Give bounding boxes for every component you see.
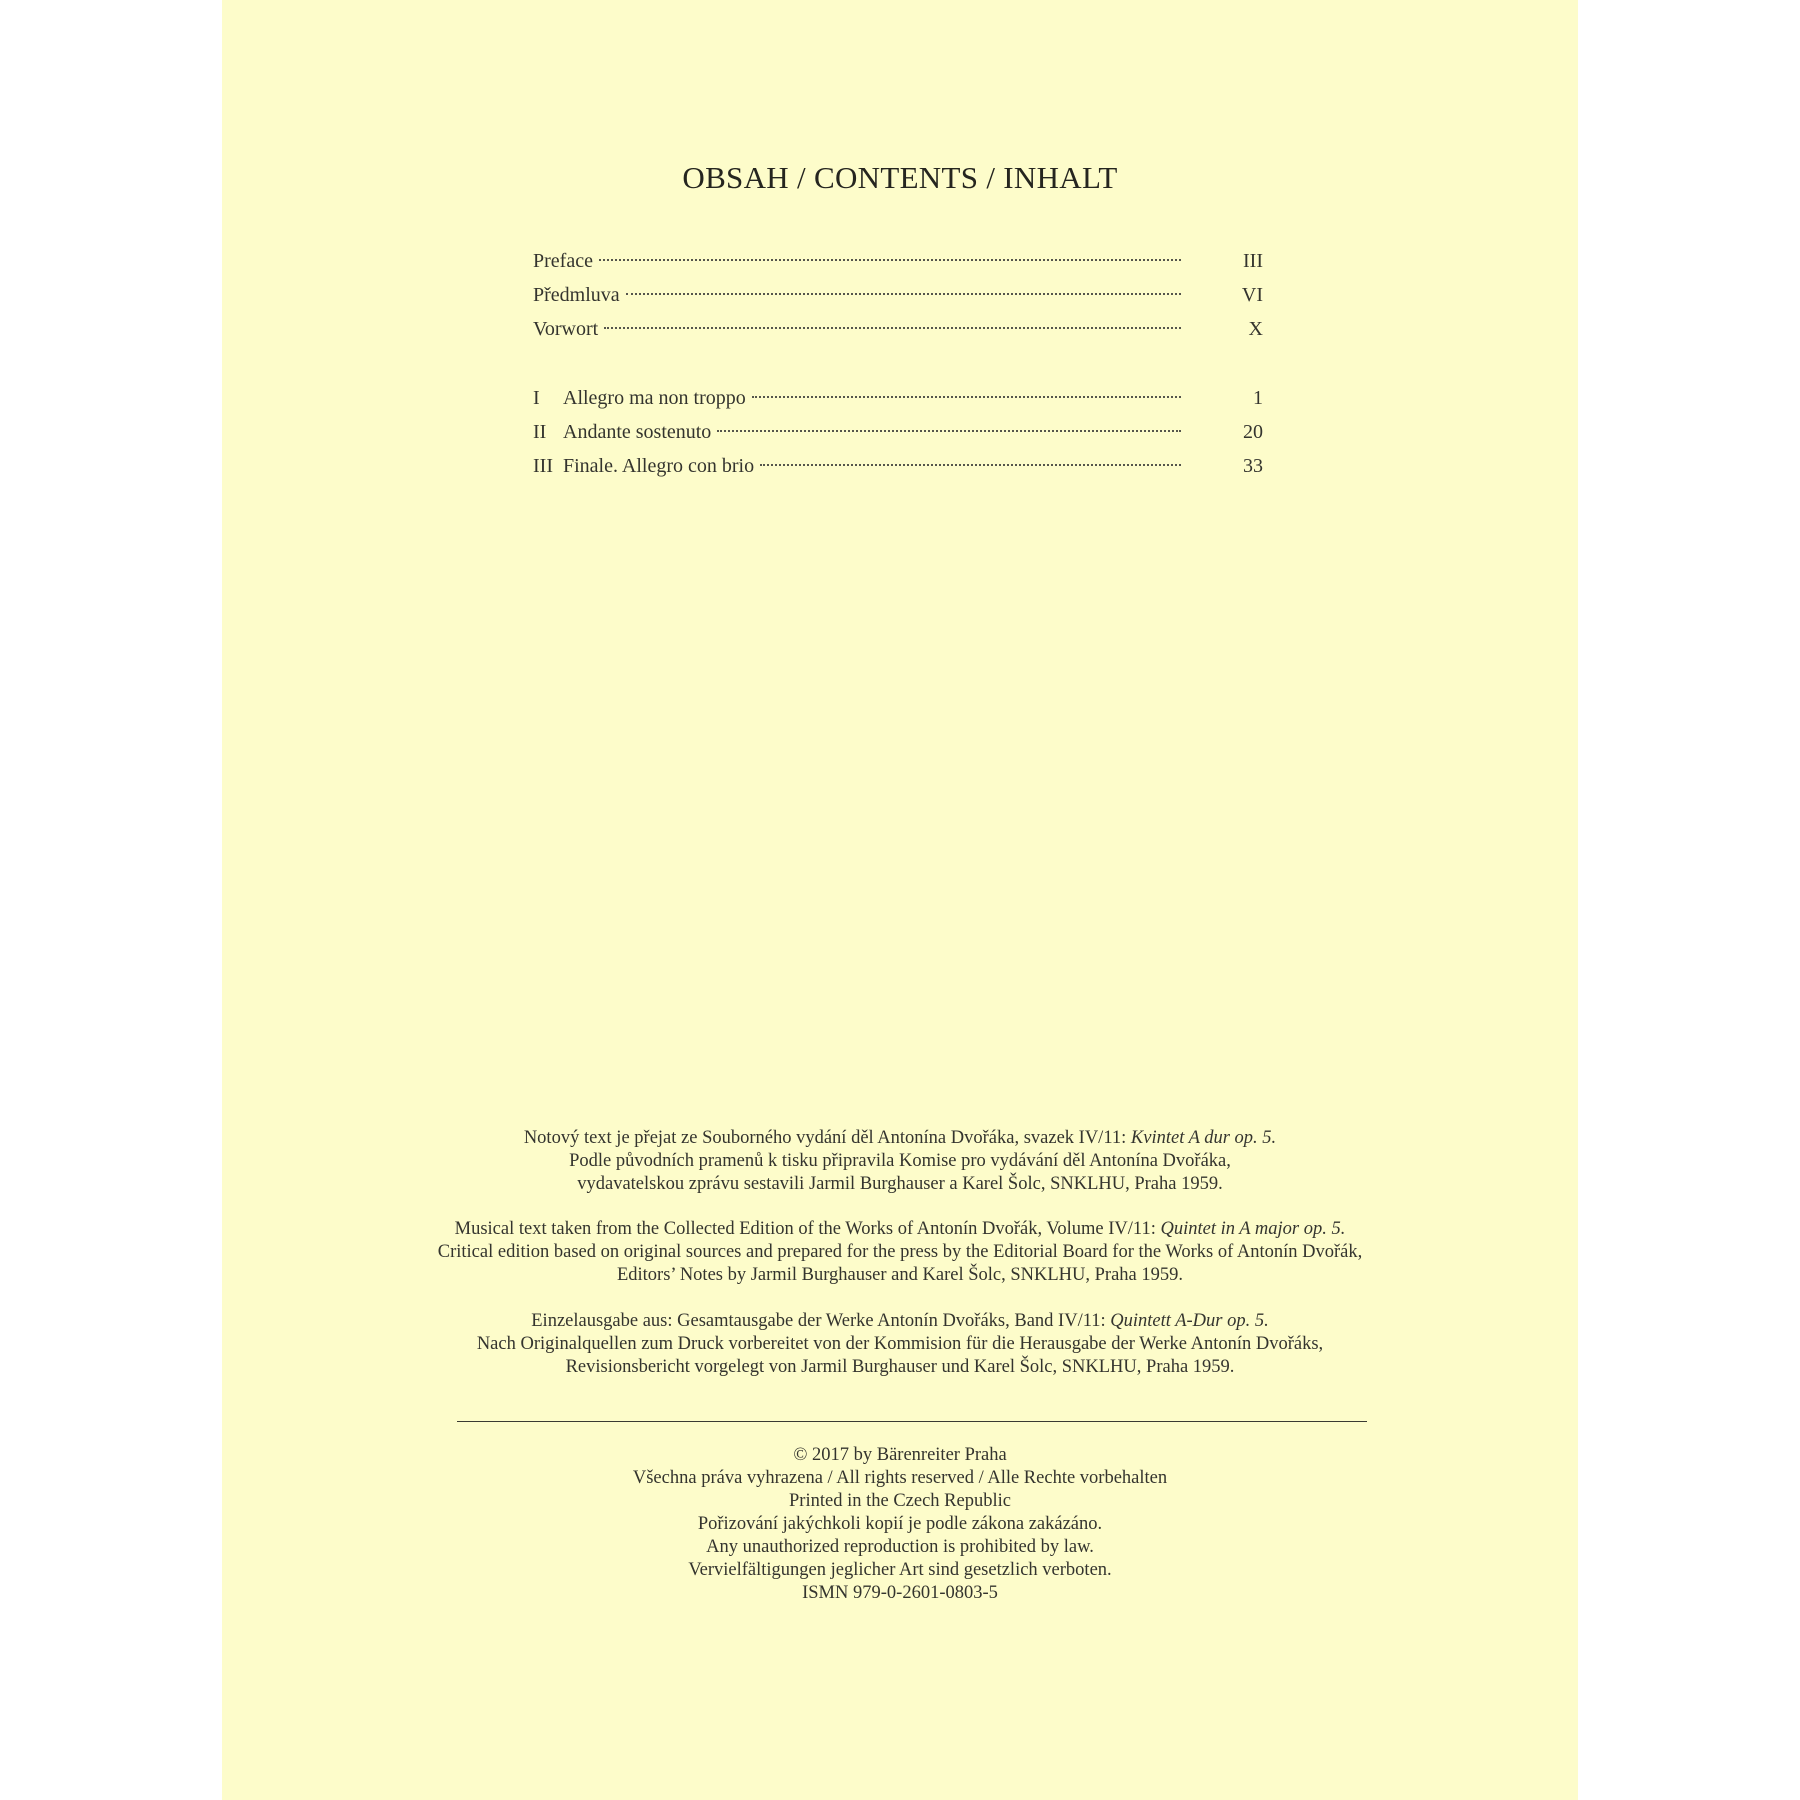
note-text: Einzelausgabe aus: Gesamtausgabe der Werke Antonín Dvořáks, Band IV/11: <box>531 1311 1111 1331</box>
toc-entry-label: Předmluva <box>533 284 620 306</box>
note-line: Revisionsbericht vorgelegt von Jarmil Burghauser und Karel Šolc, SNKLHU, Praha 1959. <box>565 1357 1235 1377</box>
work-title: Quintet in A major op. 5. <box>1160 1219 1346 1239</box>
note-text: Notový text je přejat ze Souborného vydání děl Antonína Dvořáka, svazek IV/11: <box>523 1128 1131 1148</box>
toc-leader-dots <box>752 396 1181 398</box>
toc-entry-label: Preface <box>533 250 593 272</box>
toc-entry-page: III <box>1243 250 1263 272</box>
copyright-block <box>222 1444 1578 1605</box>
note-line <box>222 1310 1578 1333</box>
toc-entry[interactable] <box>533 381 1266 415</box>
toc-entry[interactable] <box>533 244 1266 278</box>
toc-entry[interactable] <box>533 278 1266 312</box>
work-title: Quintett A-Dur op. 5. <box>1110 1311 1269 1331</box>
copyright-line: © 2017 by Bärenreiter Praha <box>793 1445 1007 1465</box>
prohibition-line-english: Any unauthorized reproduction is prohibited by law. <box>706 1537 1094 1557</box>
toc-entry-page: VI <box>1241 284 1263 306</box>
movement-number: I <box>533 387 540 409</box>
movement-number: III <box>533 455 553 477</box>
work-title: Kvintet A dur op. 5. <box>1130 1128 1277 1148</box>
note-line: Podle původních pramenů k tisku připravila Komise pro vydávání děl Antonína Dvořáka, <box>569 1151 1231 1171</box>
toc-entry-page: 20 <box>1243 421 1263 443</box>
toc-entry-label: Andante sostenuto <box>563 421 712 443</box>
toc-entry-page: 1 <box>1253 387 1263 409</box>
edition-note-german <box>222 1310 1578 1379</box>
note-line: Editors’ Notes by Jarmil Burghauser and Karel Šolc, SNKLHU, Praha 1959. <box>616 1265 1184 1285</box>
note-line: Critical edition based on original sources and prepared for the press by the Editorial Board for the Works of Antonín Dvořák, <box>437 1242 1363 1262</box>
toc-front-matter <box>533 244 1266 346</box>
toc-entry[interactable] <box>533 415 1266 449</box>
toc-entry-label: Finale. Allegro con brio <box>563 455 755 477</box>
toc-entry[interactable] <box>533 449 1266 483</box>
divider <box>457 1421 1367 1422</box>
note-line <box>222 1127 1578 1150</box>
rights-line: Všechna práva vyhrazena / All rights reserved / Alle Rechte vorbehalten <box>632 1468 1168 1488</box>
toc-leader-dots <box>599 259 1181 261</box>
movement-number: II <box>533 421 547 443</box>
toc-leader-dots <box>760 464 1181 466</box>
note-line: Nach Originalquellen zum Druck vorbereitet von der Kommision für die Herausgabe der Werke Antonín Dvořáks, <box>476 1334 1324 1354</box>
toc-leader-dots <box>717 430 1181 432</box>
note-line <box>222 1218 1578 1241</box>
toc-leader-dots <box>626 293 1181 295</box>
ismn-line: ISMN 979-0-2601-0803-5 <box>802 1583 998 1603</box>
toc-leader-dots <box>604 327 1181 329</box>
toc-movements <box>533 381 1266 483</box>
edition-note-czech <box>222 1127 1578 1196</box>
printed-line: Printed in the Czech Republic <box>789 1491 1011 1511</box>
document-page <box>222 0 1578 1800</box>
edition-note-english <box>222 1218 1578 1287</box>
toc-entry-label: Allegro ma non troppo <box>563 387 746 409</box>
toc-entry-label: Vorwort <box>533 318 599 340</box>
prohibition-line-german: Vervielfältigungen jeglicher Art sind gesetzlich verboten. <box>688 1560 1112 1580</box>
note-line: vydavatelskou zprávu sestavili Jarmil Burghauser a Karel Šolc, SNKLHU, Praha 1959. <box>577 1174 1223 1194</box>
prohibition-line-czech: Pořizování jakýchkoli kopií je podle zákona zakázáno. <box>697 1514 1103 1534</box>
toc-entry-page: X <box>1248 318 1263 340</box>
toc-entry[interactable] <box>533 312 1266 346</box>
note-text: Musical text taken from the Collected Edition of the Works of Antonín Dvořák, Volume IV/11: <box>454 1219 1161 1239</box>
toc-entry-page: 33 <box>1243 455 1263 477</box>
page-title: OBSAH / CONTENTS / INHALT <box>682 160 1118 195</box>
